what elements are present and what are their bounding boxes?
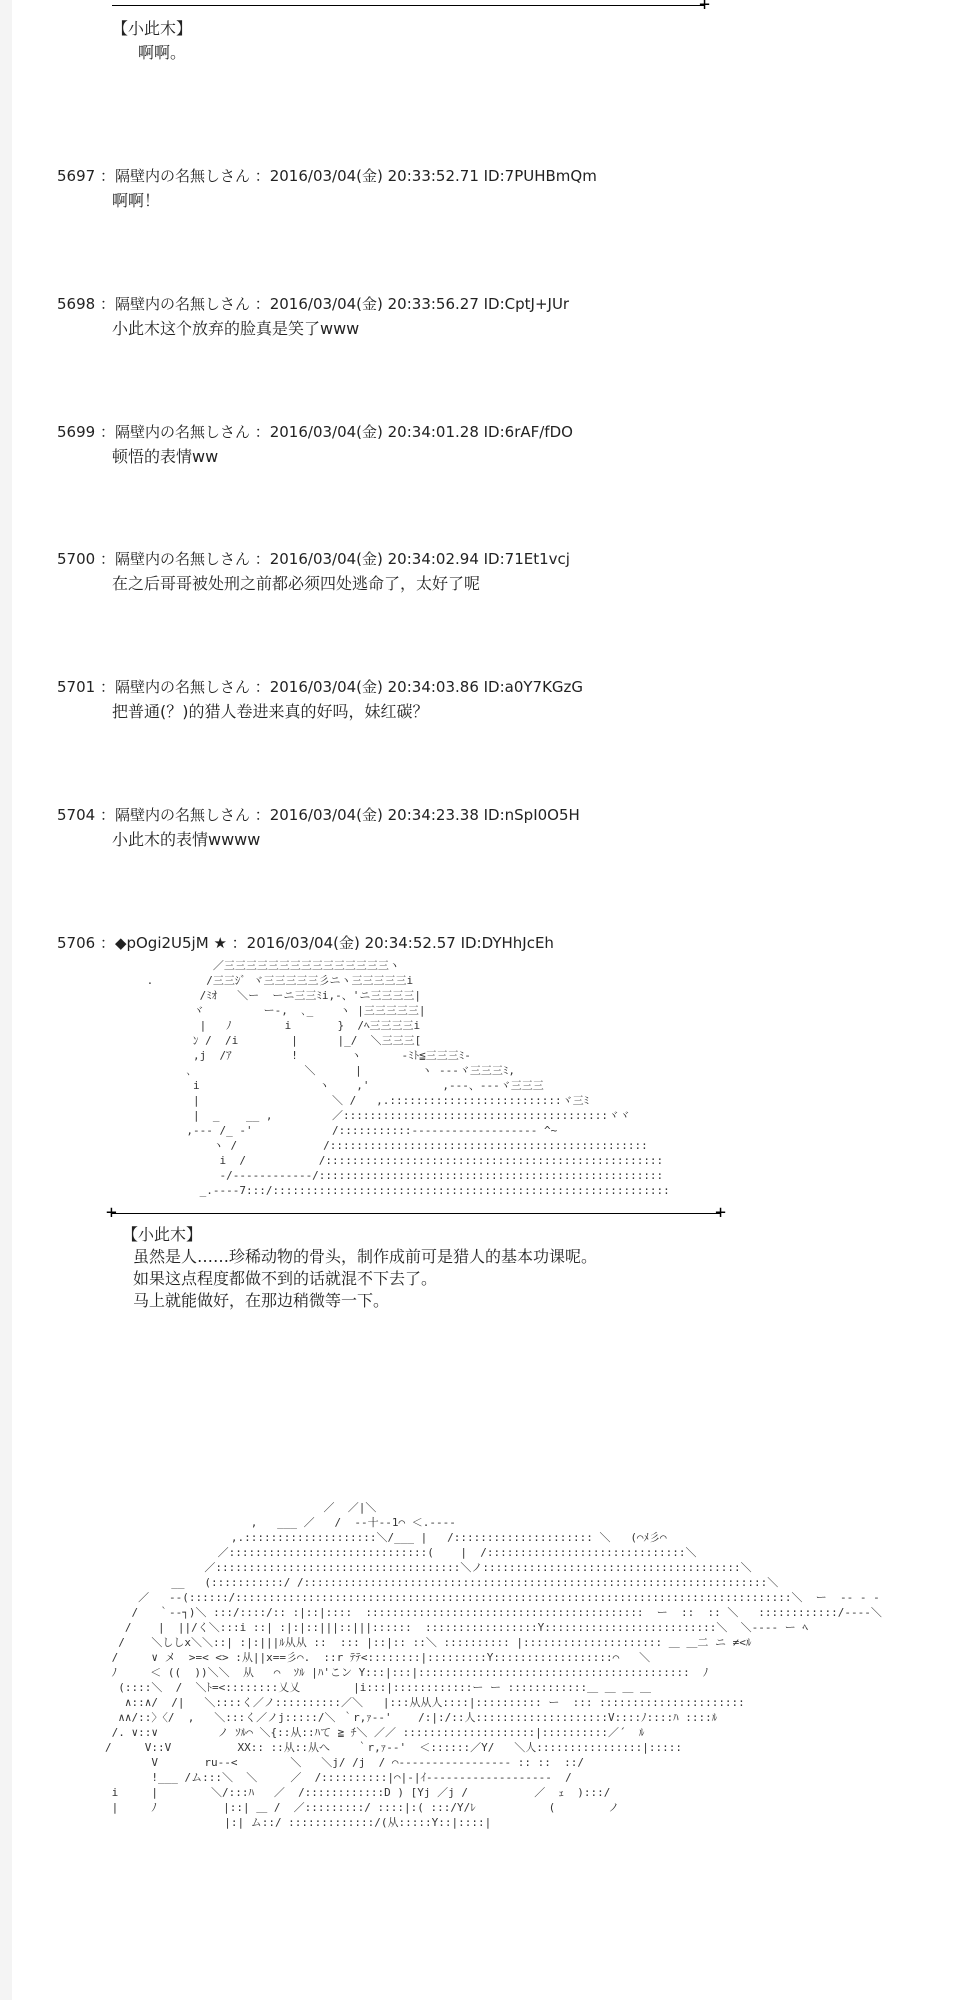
dialogue-divider-top xyxy=(112,5,704,6)
post-body: 小此木的表情wwww xyxy=(112,830,261,849)
dialogue-line: 啊啊。 xyxy=(138,43,187,62)
op-dialogue-line: 虽然是人……珍稀动物的骨头，制作成前可是猎人的基本功课呢。 xyxy=(133,1247,598,1266)
dialogue-divider xyxy=(112,1213,720,1214)
ascii-art-portrait: ／三三三三三三三三三三三三三三三ヽ . /三三ｼﾞ ヾ三三三三三彡ニヽ三三三三三i /ﾐｵ ＼ー ーニ三三ﾐi,-、'ニ三三三三| ヾ ー‐, ､_ ヽ |三三三三三| | ﾉ i } /ﾍ三三三三i ﾝ / /i | |_/ ＼三三三[ ,j /ｱ ! ヽ -ﾐﾄ≦三三三ﾐ- ､ ＼ | ヽ ‐‐‐ヾ三三三ﾐ, i ヽ ,' ,-‐‐、‐‐‐ヾ三三三 | ＼ / ,.::::::::::::::::::::::::::ヾ三ﾐ | _ __ , ／::::::::::::::::::::::::::::::::::::::::ヾヾ ,‐‐‐ /_ -' /:::::::::::--‐‐‐‐‐‐‐‐‐‐‐‐‐‐‐‐‐ ^~ ヽ / /:::::::::::::::::::::::::::::::::::::::::::::::: i / /::::::::::::::::::::::::::::::::::::::::::::::::::: -/‐‐‐‐‐‐‐‐‐‐‐‐/:::::::::::::::::::::::::::::::::::::::::::::::::::: _.-‐‐‐7:::/:::::::::::::::::::::::::::::::::::::::::::::::::::::::::::: xyxy=(146,959,670,1197)
op-speaker-name: 【小此木】 xyxy=(122,1225,203,1244)
post-body: 顿悟的表情ww xyxy=(112,447,219,466)
post-header: 5698 ：隔壁内の名無しさん ：2016/03/04(金) 20:33:56.27 ID:CptJ+JUr xyxy=(57,295,570,313)
op-dialogue-line: 如果这点程度都做不到的话就混不下去了。 xyxy=(133,1269,438,1288)
op-post-header: 5706 ：◆pOgi2U5jM ★ ：2016/03/04(金) 20:34:52.57 ID:DYHhJcEh xyxy=(57,934,554,952)
post-header: 5697 ：隔壁内の名無しさん ：2016/03/04(金) 20:33:52.71 ID:7PUHBmQm xyxy=(57,167,597,185)
post-header: 5699 ：隔壁内の名無しさん ：2016/03/04(金) 20:34:01.28 ID:6rAF/fDO xyxy=(57,423,573,441)
left-gutter xyxy=(0,0,12,2000)
op-dialogue-line: 马上就能做好，在那边稍微等一下。 xyxy=(133,1291,390,1310)
post-body: 啊啊！ xyxy=(112,191,161,210)
post-header: 5701 ：隔壁内の名無しさん ：2016/03/04(金) 20:34:03.86 ID:a0Y7KGzG xyxy=(57,678,584,696)
ascii-art-scene: ／ ／|＼ , ___ ／ / ‐‐十‐‐1⌒ ＜.‐‐‐‐ ,.::::::::::::::::::::＼/___ | /::::::::::::::::::::: ＼ (⌒ﾒ彡⌒ ／::::::::::::::::::::::::::::::( | /::::::::::::::::::::::::::::::＼ ／:::::::::::::::::::::::::::::::::::::＼ノ:::::::::::::::::::::::::::::::::::::::＼ __ (:::::::::::/ /::::::::::::::::::::::::::::::::::::::::::::::::::::::::::::::::::::::＼ ／ ‐‐(::::::/::::::::::::::::::::::::::::::::::::::::::::::::::::::::::::::::::::::::::::::::::::＼ ー ‐‐ ‐ ‐ / ｀-‐┐)＼ :::/::::/:: :|::|:::: :::::::::::::::::::::::::::::::::::::::::: ー :: :: ＼ ::::::::::::/‐‐‐‐＼ / | ||/く＼:::i ::| :|:|::|||::|||:::::: :::::::::::::::::Y::::::::::::::::::::::::::＼ ＼‐‐‐‐ ー ﾍ / ＼ししx＼＼::| :|:|||ﾙ从从 :: ::: |::|:: ::＼ :::::::::: |::::::::::::::::::::: ＿ ＿二 ニ ≠<ﾙ / ∨ メ >=< <> :从||x==彡⌒. ::r ﾃﾃ<::::::::|:::::::::Y::::::::::::::::::⌒ ＼ ﾉ ＜ (( ))＼＼ 从 ⌒ ｿﾙ |ﾊ'こン Y:::|:::|::::::::::::::::::::::::::::::::::::::::: ﾉ (::::＼ / ＼ﾄ=<::::::::乂乂 |i:::|::::::::::::ー ー ::::::::::::＿ ＿ ＿ ＿ ∧::∧/ /| ＼::::く／ノ::::::::::／＼ |:::从从人::::|:::::::::: ー ::: :::::::::::::::::::::: ∧∧/::〉〈/ , ＼:::く／ノj:::::/＼ ｀r,ｧ‐‐' /:|:/::人::::::::::::::::::::V::::ﾉ::::ﾊ ::::ﾙ /. ∨::∨ ノ ｿﾙ⌒ ＼{::从::ﾊて ≧ ﾁ＼ ／／ ::::::::::::::::::::|::::::::::／´ ﾙ / V::V XX:: ::从::从へ ｀r,ｧ‐‐' ＜::::::／Y/ ＼人::::::::::::::::|::::: V ru‐‐< ＼ ＼j/ /j / ⌒‐‐‐‐‐‐‐‐‐‐‐‐‐‐‐‐‐ :: :: ::/ !___ /ム:::＼ ＼ ／ /::::::::::|⌒|‐|ｲ‐‐‐‐‐‐‐‐‐‐‐‐‐‐‐‐‐‐‐ / i | ＼/:::ﾊ ／ /::::::::::::D ) [Yj ／j / ／ ｪ ):::/ | ﾉ |::| ＿ / ／:::::::::/ ::::|:( :::/Y/ﾚ ( ノ |:| ム::/ :::::::::::::/(从:::::Y::|::::| xyxy=(105,1501,882,1829)
post-body: 把普通(？)的猎人卷进来真的好吗，妹红碳？ xyxy=(112,702,429,721)
post-header: 5700 ：隔壁内の名無しさん ：2016/03/04(金) 20:34:02.94 ID:71Et1vcj xyxy=(57,550,570,568)
speaker-name: 【小此木】 xyxy=(112,19,193,38)
post-header: 5704 ：隔壁内の名無しさん ：2016/03/04(金) 20:34:23.38 ID:nSpI0O5H xyxy=(57,806,580,824)
post-body: 小此木这个放弃的脸真是笑了www xyxy=(112,319,360,338)
post-body: 在之后哥哥被处刑之前都必须四处逃命了，太好了呢 xyxy=(112,574,481,593)
